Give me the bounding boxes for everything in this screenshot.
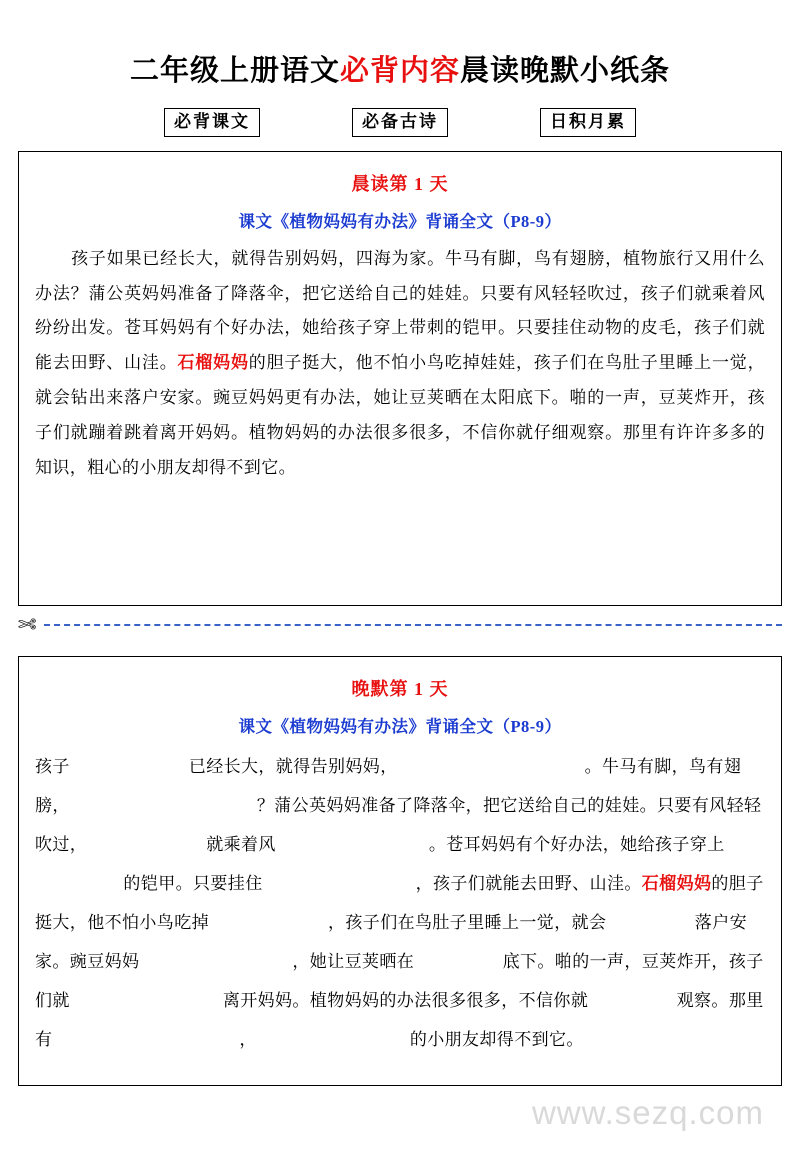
text-run: 离开妈妈。植物妈妈的办法很多很多，不信 <box>222 991 554 1011</box>
morning-reading-subheading: 课文《植物妈妈有办法》背诵全文（P8-9） <box>238 211 562 231</box>
text-run: 的铠甲。只要挂住 <box>123 873 263 893</box>
watermark: www.sezq.com <box>531 1094 764 1131</box>
text-run: 。苍耳妈妈有个好办法， <box>428 834 621 854</box>
text-run: 的胆子挺大，他不怕小鸟吃掉 <box>35 873 764 933</box>
scissors-icon: ✄ <box>18 611 37 637</box>
tag-bibei-kewen[interactable]: 必背课文 <box>164 108 260 136</box>
tag-rijiyuelei[interactable]: 日积月累 <box>540 108 636 136</box>
text-run: ，孩子们就能去田野、山洼。 <box>415 873 642 893</box>
text-run: 的胆子挺大，他不怕小鸟吃掉娃娃，孩子们在鸟肚子里睡上一觉，就会钻出来落户安家。豌豆妈妈更有办法，她让豆荚晒在太阳底下。啪的一声，豆荚炸开，孩子们就蹦着跳着离开妈妈。植物妈妈的办法很多很多，不信你就仔细观察。那里有许许多多的知识，粗心的小朋友却得不到它。 <box>35 353 765 477</box>
evening-dictation-box <box>18 656 782 1086</box>
evening-dictation-cloze[interactable] <box>35 747 765 1060</box>
text-run: 你就 <box>553 991 589 1011</box>
text-run: 的小朋友却得不到它。 <box>409 1030 584 1050</box>
highlighted-phrase: 石榴妈妈 <box>641 873 712 893</box>
evening-dictation-subheading: 课文《植物妈妈有办法》背诵全文（P8-9） <box>238 716 562 736</box>
page-title-highlight: 必背内容 <box>339 55 460 87</box>
text-run: 底下。啪的一 <box>502 952 608 972</box>
text-run: 孩子 <box>35 756 70 776</box>
page-title-after: 晨读晚默小纸条 <box>460 55 671 87</box>
text-run: ， <box>239 1030 257 1050</box>
morning-reading-paragraph <box>35 242 765 486</box>
text-run: ？蒲公英妈妈准备了降落伞，把它送给自己的娃娃。 <box>256 795 658 815</box>
page-title <box>18 48 782 89</box>
page-title-before: 二年级上册语文 <box>129 55 340 87</box>
text-run: 已经长大，就得告别妈妈， <box>188 756 398 776</box>
text-run: 会 <box>589 913 607 933</box>
evening-dictation-heading: 晚默第 1 天 <box>351 678 449 699</box>
cut-line-dashes <box>44 624 782 626</box>
text-run: 声，豆荚炸开，孩子们就 <box>35 952 764 1011</box>
text-run: 。牛马有脚，鸟有翅膀， <box>35 756 742 815</box>
text-run: 落户安家。豌豆妈妈 <box>35 913 747 972</box>
tag-row <box>18 108 782 136</box>
text-run: 只要有风轻轻吹过， <box>35 795 762 854</box>
text-run: ，她让豆荚晒在 <box>292 952 415 972</box>
tag-bibei-gushi[interactable]: 必备古诗 <box>352 108 448 136</box>
highlighted-phrase: 石榴妈妈 <box>177 353 249 373</box>
cut-line <box>18 612 782 638</box>
worksheet-page <box>0 48 800 1158</box>
text-run: 观察。那里有 <box>35 991 764 1050</box>
morning-reading-box <box>18 151 782 606</box>
text-run: ，孩子们在鸟肚子里睡上一觉，就 <box>328 913 589 933</box>
morning-reading-heading: 晨读第 1 天 <box>351 173 449 194</box>
text-run: 她给孩子穿上 <box>620 834 725 854</box>
text-run: 孩子如果已经长大，就得告别妈妈，四海为家。牛马有脚，鸟有翅膀，植物旅行又用什么办法？蒲公英妈妈准备了降落伞，把它送给自己的娃娃。只要有风轻轻吹过，孩子们就乘着风纷纷出发。苍耳妈妈有个好办法，她给孩子穿上带刺的铠甲。只要挂住动物的皮毛，孩子们就能去田野、山洼。 <box>35 248 765 373</box>
text-run: 就乘着风 <box>206 834 276 854</box>
